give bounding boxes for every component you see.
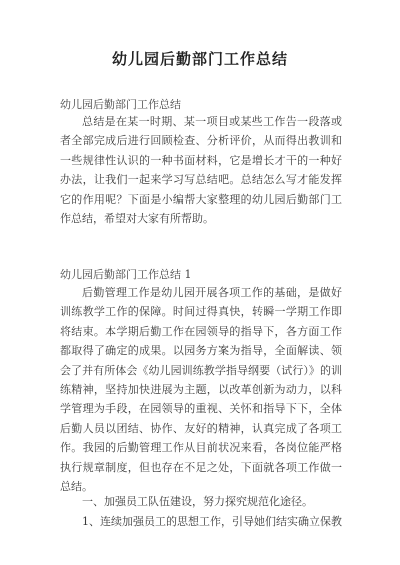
- point-heading: 一、加强员工队伍建设，努力探究规范化途径。: [82, 495, 313, 508]
- section-heading-1: 幼儿园后勤部门工作总结 1: [60, 268, 192, 281]
- point-item: 1、连续加强员工的思想工作，引导她们结实确立保教: [82, 515, 342, 528]
- intro-paragraph: 总结是在某一时期、某一项目或某些工作告一段落或者全部完成后进行回顾检查、分析评价，从而得出教训和一些规律性认识的一种书面材料，它是增长才干的一种好办法，让我们一起来学习写总结吧。总结怎么写才能发挥它的作用呢？下面是小编帮大家整理的幼儿园后勤部门工作总结，希望对大家有所帮助。: [60, 115, 342, 226]
- body-paragraph: 后勤管理工作是幼儿园开展各项工作的基础，是做好训练教学工作的保障。时间过得真快，转瞬一学期工作即将结束。本学期后勤工作在园领导的指导下，各方面工作都取得了确定的成果。以园务方案为指导，全面解读、领会了并有所体会《幼儿园训练教学指导纲要（试行）》的训练精神，坚持加快进展为主题，以改革创新为动力，以科学管理为手段，在园领导的重视、关怀和指导下下，全体后勤人员以团结、协作、友好的精神，认真完成了各项工作。我园的后勤管理工作从目前状况来看，各岗位能严格执行规章制度，但也存在不足之处，下面就各项工作做一总结。: [60, 286, 342, 494]
- document-title: 幼儿园后勤部门工作总结: [111, 50, 288, 68]
- section-heading: 幼儿园后勤部门工作总结: [60, 98, 181, 111]
